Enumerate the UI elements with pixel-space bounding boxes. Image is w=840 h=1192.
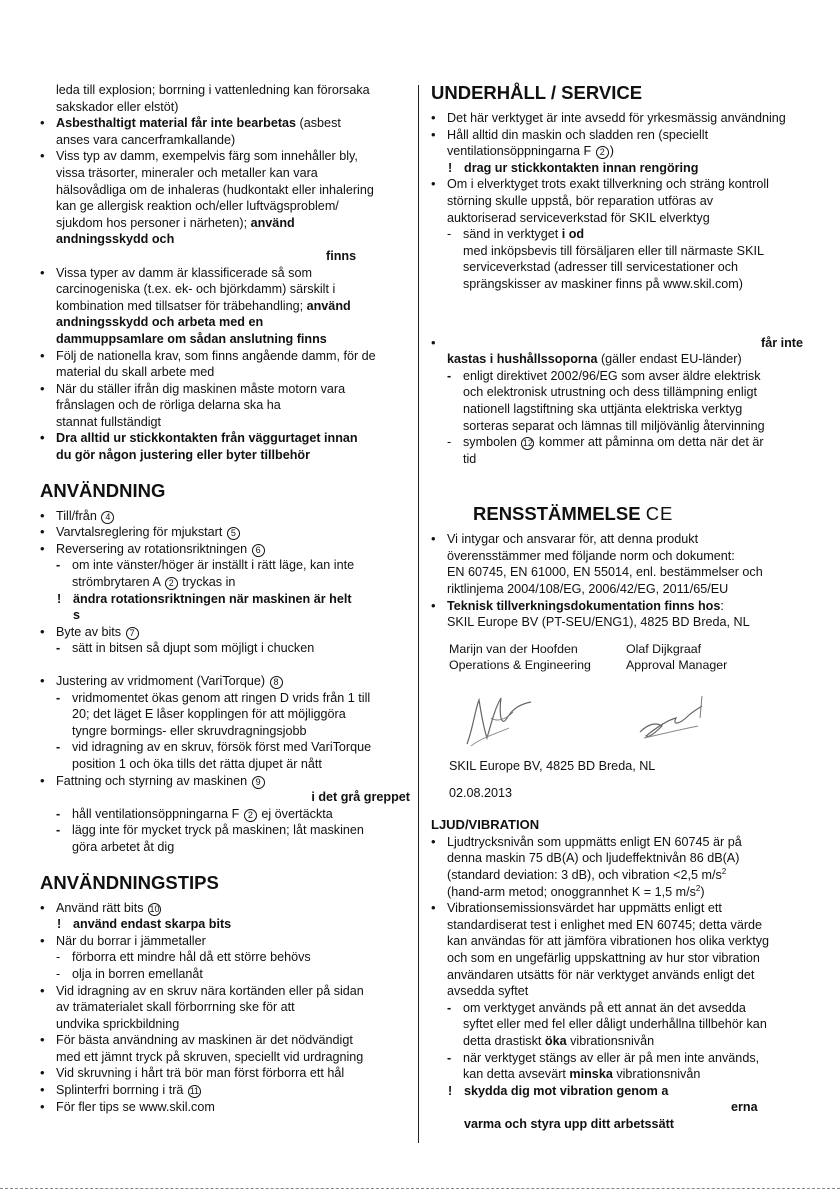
text: kommer att påminna om detta när det är — [535, 435, 764, 450]
dash-marker: - — [56, 740, 61, 755]
bullet-miljo — [431, 335, 803, 352]
text-line: finns — [326, 248, 357, 263]
text-line: sakskador eller elstöt) — [56, 99, 179, 114]
dash-item-cont: sprängskisser av maskiner finns på www.skil.com) — [463, 276, 743, 291]
title-text: RENSSTÄMMELSE — [473, 503, 641, 525]
text: drag ur stickkontakten innan rengöring — [464, 160, 699, 175]
bold-text: kastas i hushållssoporna — [447, 352, 598, 367]
dash-item — [40, 806, 410, 823]
circled-number: 9 — [252, 776, 265, 789]
text: vridmomentet ökas genom att ringen D vrids från 1 till — [72, 690, 371, 705]
circled-number: 2 — [165, 577, 178, 590]
text: kombination med tillsatser för träbehandling; — [56, 298, 307, 313]
text: ändra rotationsriktningen när maskinen är helt — [73, 591, 352, 606]
left-column — [40, 82, 410, 1115]
text: ej övertäckta — [257, 806, 333, 821]
text-line: du gör någon justering eller byter tillbehör — [56, 448, 310, 463]
bullet-basta: • För bästa användning av maskinen är det nödvändigt — [40, 1032, 410, 1049]
text: Till/från — [56, 508, 97, 523]
text-line: leda till explosion; borrning i vattenledning kan förorsaka — [56, 83, 370, 97]
dash-item-cont: position 1 och öka tills det rätta djupet är nått — [72, 756, 322, 771]
section-title-anvandning: ANVÄNDNING — [40, 479, 166, 501]
bold-text: använd — [250, 215, 295, 230]
circled-number: 4 — [101, 511, 114, 524]
dash-marker: - — [56, 966, 61, 981]
bold-text: använd — [306, 298, 351, 313]
circled-number: 2 — [244, 809, 257, 822]
signature-row — [461, 688, 803, 752]
dash-item — [40, 557, 410, 574]
section-title-ljud: LJUD/VIBRATION — [431, 817, 540, 833]
circled-number: 5 — [227, 527, 240, 540]
text: (asbest — [296, 116, 341, 131]
bullet-ratt-bits — [40, 900, 410, 917]
text-line: med ett jämnt tryck på skruven, speciellt vid urdragning — [56, 1049, 364, 1064]
dash-item — [40, 739, 410, 756]
text: (gäller endast EU-länder) — [597, 352, 742, 367]
signature-1-icon — [461, 688, 541, 752]
dash-item — [431, 434, 803, 451]
text-line — [431, 867, 803, 884]
text: (hand-arm metod; onoggrannhet K = 1,5 m/s — [447, 884, 696, 899]
text: förborra ett mindre hål då ett större behövs — [72, 950, 311, 965]
section-title-conformity — [431, 503, 803, 525]
text-line — [40, 298, 410, 315]
bullet-kortanden: • Vid idragning av en skruv nära kortänden eller på sidan — [40, 983, 410, 1000]
dash-item — [40, 640, 410, 657]
warning-marker: ! — [57, 917, 62, 932]
text-line: riktlinjema 2004/108/EG, 2006/42/EG, 2011/65/EU — [447, 582, 729, 597]
column-divider — [418, 85, 419, 1143]
text: om verktyget används på ett annat än det avsedda — [463, 1000, 746, 1015]
text-line — [431, 351, 803, 368]
warning-item — [40, 916, 410, 933]
bullet-byte — [40, 624, 410, 641]
dash-item — [431, 1050, 803, 1067]
circled-number: 8 — [270, 676, 283, 689]
dash-item-cont — [431, 1066, 803, 1083]
bullet-damm: • Viss typ av damm, exempelvis färg som innehåller bly, — [40, 148, 410, 165]
dash-item-cont — [431, 1033, 803, 1050]
dash-item-cont: göra arbetet åt dig — [72, 839, 175, 854]
text: sätt in bitsen så djupt som möjligt i chucken — [72, 641, 315, 656]
dash-marker: - — [447, 1000, 452, 1015]
dash-item — [40, 690, 410, 707]
text-line: användaren utsätts för när verktyget används enligt det — [447, 967, 755, 982]
text-line: avsedda syftet — [447, 984, 529, 999]
warning-marker: ! — [448, 1083, 453, 1098]
bullet-vibration: • Vibrationsemissionsvärdet har uppmätts enligt ett — [431, 900, 803, 917]
bullet-varvtal — [40, 524, 410, 541]
text-line: stannat fullständigt — [56, 414, 162, 429]
text-line: ventilationsöppningarna F 2 ) — [447, 144, 614, 159]
bullet-hart-tra: • Vid skruvning i hårt trä bör man först förborra ett hål — [40, 1065, 410, 1082]
warning-item — [431, 1083, 803, 1100]
bullet-reversering — [40, 541, 410, 558]
text: Använd rätt bits — [56, 900, 144, 915]
text: Splinterfri borrning i trä — [56, 1083, 184, 1098]
section-title-service: UNDERHÅLL / SERVICE — [431, 82, 643, 103]
bold-text: Asbesthaltigt material får inte bearbetas — [56, 116, 297, 131]
warning-item — [431, 160, 803, 177]
bullet-teknisk — [431, 598, 803, 615]
text-line: andningsskydd och arbeta med en — [56, 315, 264, 330]
bold-text: • får inte — [761, 335, 803, 350]
dash-item — [40, 966, 410, 983]
bullet-justering — [40, 673, 410, 690]
signatory-name: Olaf Dijkgraaf — [626, 641, 702, 656]
bullet-om-storning: • Om i elverktyget trots exakt tillverkning och sträng kontroll — [431, 176, 803, 193]
dash-item-cont — [40, 574, 410, 591]
signature-1-image — [461, 688, 632, 752]
text-line: vissa träsorter, mineraler och metaller kan vara — [56, 165, 318, 180]
dash-marker: - — [447, 227, 452, 242]
dash-marker: - — [56, 806, 61, 821]
text: Justering av vridmoment (VariTorque) — [56, 674, 266, 688]
superscript: 2 — [721, 866, 727, 876]
dash-item-cont: nationell lagstiftning ska uttjänta elektriska verktyg — [463, 401, 743, 416]
signatory-1 — [449, 641, 626, 674]
page-edge-line — [0, 1188, 840, 1189]
text: symbolen — [463, 435, 517, 450]
bold-text: i od — [561, 227, 585, 242]
text: sjukdom hos personer i närheten); — [56, 215, 251, 230]
signatory-role: Operations & Engineering — [449, 658, 591, 673]
text: s — [73, 608, 81, 623]
dash-item — [431, 1000, 803, 1017]
text-line: auktoriserad serviceverkstad för SKIL elverktyg — [447, 210, 710, 225]
dash-marker: - — [56, 558, 61, 573]
text-line: material du skall arbete med — [56, 365, 215, 380]
dash-marker: - — [447, 368, 452, 383]
warning-item-cont — [40, 607, 410, 624]
circled-number: 12 — [522, 438, 533, 449]
ce-mark: CE — [645, 503, 674, 525]
text: detta drastiskt — [463, 1033, 545, 1048]
bullet-tillfran — [40, 508, 410, 525]
text-line: EN 60745, EN 61000, EN 55014, enl. bestämmelser och — [447, 565, 763, 580]
text: vibrationsnivån — [566, 1033, 655, 1048]
text: (standard deviation: 3 dB), och vibration <2,5 m/s — [447, 868, 722, 882]
text-line: undvika sprickbildning — [56, 1016, 180, 1031]
dash-item — [431, 226, 803, 243]
bullet-nationella: • Följ de nationella krav, som finns angående damm, för de — [40, 348, 410, 365]
text: skydda dig mot vibration genom a — [464, 1083, 669, 1098]
warning-item-cont: erna — [731, 1100, 758, 1115]
warning-item — [40, 591, 410, 608]
bold-text: Teknisk tillverkningsdokumentation finns hos — [447, 598, 721, 613]
text-line: carcinogeniska (t.ex. ek- och björkdamm) särskilt i — [56, 282, 336, 297]
text-line: dammuppsamlare om sådan anslutning finns — [56, 331, 327, 346]
circled-number: 6 — [252, 544, 265, 557]
text: håll ventilationsöppningarna F — [72, 806, 240, 821]
bold-text: minska — [569, 1067, 613, 1082]
circled-number: 7 — [126, 627, 139, 640]
dash-marker: - — [56, 823, 61, 838]
text-line: kan användas för att jämföra vibrationen hos olika verktyg — [447, 934, 770, 949]
text: använd endast skarpa bits — [73, 917, 232, 932]
dash-marker: - — [56, 950, 61, 965]
signature-2-icon — [632, 688, 712, 752]
dash-item-cont: serviceverkstad (adresser till servicestationer och — [463, 260, 739, 275]
circled-number: 2 — [596, 146, 609, 159]
bullet-yrke: • Det här verktyget är inte avsedd för yrkesmässig användning — [431, 110, 803, 127]
text: när verktyget stängs av eller är på men inte används, — [463, 1050, 760, 1065]
dash-item-cont: sorteras separat och lämnas till miljövänlig återvinning — [463, 418, 765, 433]
text: lägg inte för mycket tryck på maskinen; låt maskinen — [72, 823, 364, 838]
text: vibrationsnivån — [612, 1067, 701, 1082]
bullet-intygar: • Vi intygar och ansvarar för, att denna produkt — [431, 531, 803, 548]
dash-item-cont: tyngre bormings- eller skruvdragningsjobb — [72, 723, 307, 738]
superscript: 2 — [695, 883, 701, 893]
dash-item — [40, 822, 410, 839]
text: strömbrytaren A — [72, 575, 161, 590]
text: olja in borren emellanåt — [72, 966, 203, 981]
warning-marker: ! — [57, 591, 62, 606]
bullet-fler-tips: • För fler tips se www.skil.com — [40, 1099, 410, 1116]
text-line: hälsovådliga om de inhaleras (hudkontakt eller inhalering — [56, 182, 374, 197]
text: Reversering av rotationsriktningen — [56, 541, 248, 556]
dash-item — [431, 368, 803, 385]
text-line: i det grå greppet — [311, 790, 410, 805]
signatories — [449, 641, 803, 674]
text-line: (hand-arm metod; onoggrannhet K = 1,5 $m/s^2$) — [447, 883, 705, 899]
text: vid idragning av en skruv, försök först med VariTorque — [72, 740, 372, 755]
bullet-jarn: • När du borrar i jämmetaller — [40, 933, 410, 950]
text: enligt direktivet 2002/96/EG som avser äldre elektrisk — [463, 368, 761, 383]
text-line: denna maskin 75 dB(A) och ljudeffektnivån 86 dB(A) — [447, 851, 740, 866]
text: ventilationsöppningarna F — [447, 144, 592, 159]
dash-item-cont: med inköpsbevis till försäljaren eller till närmaste SKIL — [463, 243, 764, 258]
bullet-asbest — [40, 115, 410, 132]
text-line: frånslagen och de rörliga delarna ska ha — [56, 398, 281, 413]
bullet-fattning — [40, 773, 410, 790]
bullet-splinterfri — [40, 1082, 410, 1099]
circled-number: 10 — [149, 903, 160, 914]
text: sänd in verktyget — [463, 227, 562, 242]
bold-text: öka — [544, 1033, 567, 1048]
dash-item-cont: 20; det läget E låser kopplingen för att möjliggöra — [72, 707, 346, 722]
bullet-hall-ren: • Håll alltid din maskin och sladden ren (speciellt — [431, 127, 803, 144]
text-line: överensstämmer med följande norm och dokument: — [447, 548, 735, 563]
dash-marker: - — [447, 435, 452, 450]
text-line: SKIL Europe BV (PT-SEU/ENG1), 4825 BD Breda, NL — [447, 615, 750, 630]
text-line: av trämaterialet skall förborrning ske för att — [56, 1000, 295, 1015]
dash-item-cont: syftet eller med fel eller dåligt underhållna tillbehör kan — [463, 1017, 767, 1032]
text: Byte av bits — [56, 624, 122, 639]
signature-2-image — [632, 688, 803, 752]
bullet-dra: • Dra alltid ur stickkontakten från väggurtaget innan — [40, 430, 410, 447]
text: kan detta avsevärt — [463, 1067, 570, 1082]
text-line: anses vara cancerframkallande) — [56, 132, 236, 147]
text: Varvtalsreglering för mjukstart — [56, 525, 223, 540]
text-line: och som en ungefärlig uppskattning av hur stor vibration — [447, 950, 760, 965]
text-line: standardiserat test i enlighet med EN 60745; detta värde — [447, 917, 763, 932]
dash-marker: - — [56, 641, 61, 656]
signature-date: 02.08.2013 — [449, 785, 513, 800]
dash-marker: - — [56, 690, 61, 705]
text-line — [40, 215, 410, 232]
signatory-role: Approval Manager — [626, 658, 728, 673]
skil-address-short: SKIL Europe BV, 4825 BD Breda, NL — [449, 759, 656, 774]
signatory-name: Marijn van der Hoofden — [449, 641, 578, 656]
text-line: andningsskydd och — [56, 232, 175, 247]
text: : — [720, 598, 724, 613]
bullet-ljud: • Ljudtrycksnivån som uppmätts enligt EN 60745 är på — [431, 834, 803, 851]
text-line: kan ge allergisk reaktion och/eller luftvägsproblem/ — [56, 199, 339, 214]
text: Fattning och styrning av maskinen — [56, 773, 248, 788]
dash-item-cont: och elektronisk utrustning och dess tillämpning enligt — [463, 385, 758, 400]
bullet-stall: • När du ställer ifrån dig maskinen måste motorn vara — [40, 381, 410, 398]
dash-item-cont: tid — [463, 451, 477, 466]
section-title-tips: ANVÄNDNINGSTIPS — [40, 871, 219, 893]
warning-marker: ! — [448, 160, 453, 175]
bullet-damm-typer: • Vissa typer av damm är klassificerade så som — [40, 265, 410, 282]
dash-marker: - — [447, 1050, 452, 1065]
right-column — [431, 82, 803, 1133]
signatory-2 — [626, 641, 803, 674]
text: tryckas in — [178, 575, 236, 590]
circled-number: 11 — [189, 1086, 200, 1097]
text-line: störning skulle uppstå, bör reparation utföras av — [447, 193, 714, 208]
warning-item-cont: varma och styra upp ditt arbetssätt — [464, 1116, 674, 1131]
dash-item — [40, 949, 410, 966]
text: om inte vänster/höger är inställt i rätt läge, kan inte — [72, 558, 355, 573]
